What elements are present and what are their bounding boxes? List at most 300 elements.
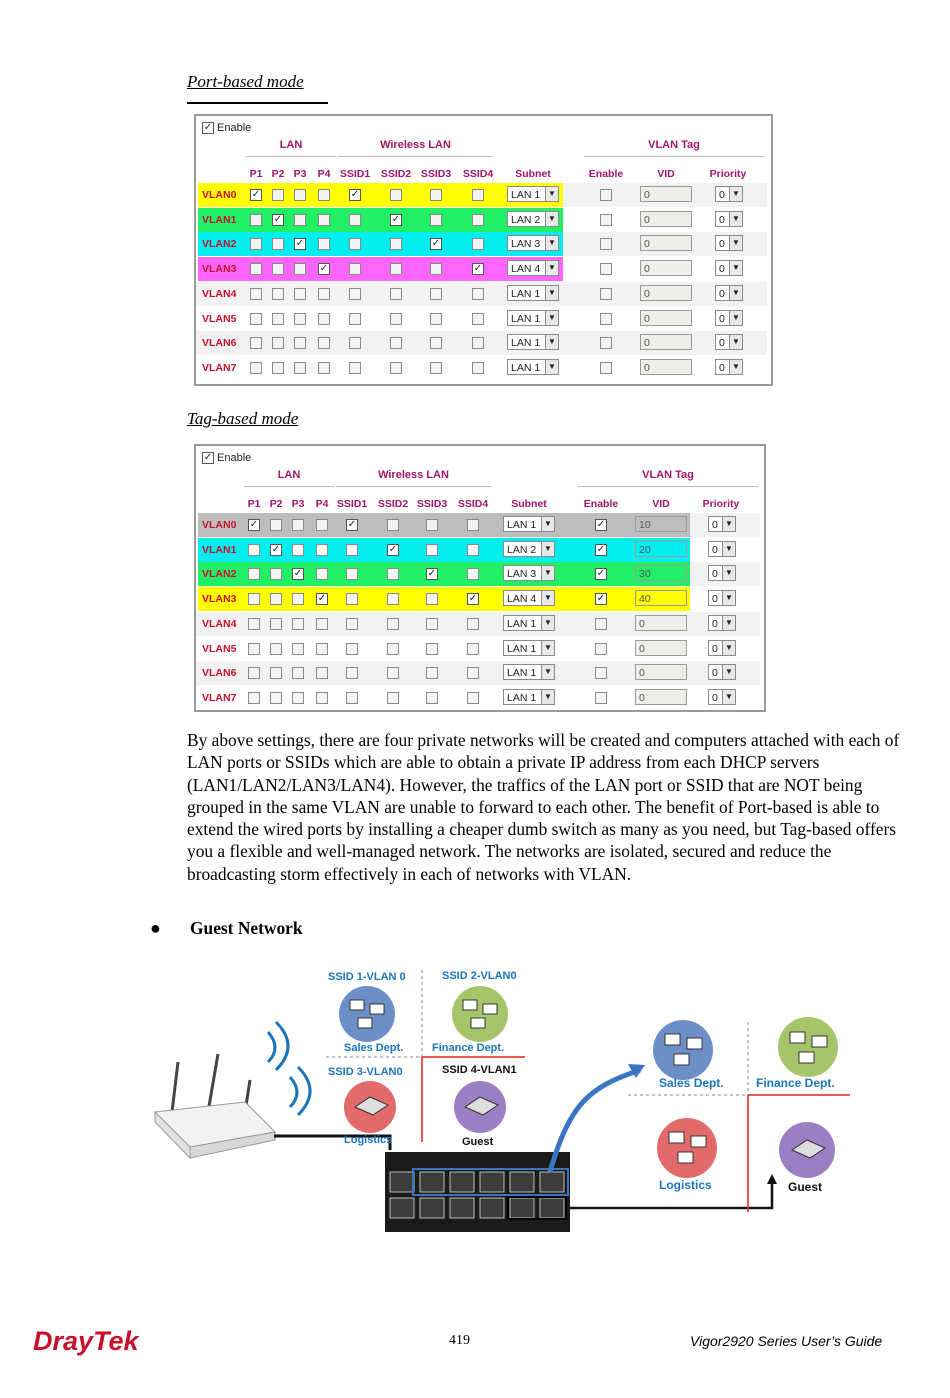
column-header-vid: VID	[652, 498, 670, 510]
checkbox-p1[interactable]	[250, 362, 262, 374]
checkbox-p1[interactable]: ✓	[251, 189, 261, 200]
checkbox-p3[interactable]	[292, 544, 304, 556]
chevron-down-icon: ▼	[545, 187, 558, 201]
checkbox-p4[interactable]	[318, 214, 330, 226]
checkbox-p3[interactable]: ✓	[293, 568, 303, 580]
checkbox-p1[interactable]: ✓	[249, 519, 259, 530]
draytek-logo: DrayTek	[33, 1326, 139, 1356]
checkbox-ssid1[interactable]	[346, 593, 358, 605]
checkbox-p2[interactable]: ✓	[271, 543, 281, 555]
checkbox-ssid3[interactable]	[430, 288, 442, 300]
router-icon	[155, 1054, 275, 1158]
chevron-down-icon: ▼	[541, 690, 554, 704]
chevron-down-icon: ▼	[541, 591, 554, 605]
checkbox-ssid2[interactable]	[387, 692, 399, 704]
vlan-tag-enable-checkbox[interactable]	[600, 214, 612, 226]
vid-input[interactable]: 0	[635, 615, 687, 631]
vlan-tag-enable-checkbox[interactable]: ✓	[596, 568, 606, 580]
chevron-down-icon: ▼	[545, 261, 558, 275]
vlan-tag-enable-checkbox[interactable]	[600, 238, 612, 250]
chevron-down-icon: ▼	[541, 665, 554, 679]
group-lan-header: LAN	[277, 469, 301, 481]
checkbox-p4[interactable]: ✓	[319, 263, 329, 275]
group-divider	[244, 486, 334, 487]
priority-value: 0	[712, 543, 718, 556]
chevron-down-icon: ▼	[722, 591, 735, 605]
priority-select[interactable]	[715, 359, 743, 375]
checkbox-p2[interactable]	[272, 337, 284, 349]
vid-input[interactable]: 0	[640, 285, 692, 301]
subnet-select[interactable]	[507, 235, 559, 251]
checkbox-p3[interactable]	[294, 263, 306, 275]
priority-value: 0	[712, 593, 718, 606]
guest-network-diagram	[150, 962, 850, 1237]
checkbox-ssid4[interactable]: ✓	[468, 593, 478, 605]
vid-input[interactable]: 30	[635, 565, 687, 581]
enable-toggle[interactable]	[202, 452, 251, 464]
column-header-ssid4: SSID4	[462, 168, 494, 180]
checkbox-ssid1[interactable]	[346, 643, 358, 655]
switch-port	[540, 1198, 564, 1218]
page-number: 419	[449, 1333, 470, 1348]
checkbox-ssid2[interactable]	[387, 618, 399, 630]
switch-port	[450, 1172, 474, 1192]
column-header-subnet: Subnet	[515, 168, 551, 180]
vlan-tag-enable-checkbox[interactable]	[600, 263, 612, 275]
chevron-down-icon: ▼	[545, 335, 558, 349]
enable-checkbox[interactable]: ✓	[203, 122, 213, 133]
subnet-select[interactable]	[503, 590, 555, 606]
checkbox-p3[interactable]	[292, 618, 304, 630]
chevron-down-icon: ▼	[722, 566, 735, 580]
checkbox-ssid1[interactable]	[349, 313, 361, 325]
subnet-value: LAN 3	[507, 568, 537, 581]
vlan-tag-enable-checkbox[interactable]	[600, 362, 612, 374]
subnet-select[interactable]	[503, 664, 555, 680]
checkbox-ssid3[interactable]	[430, 337, 442, 349]
checkbox-ssid4[interactable]	[467, 519, 479, 531]
priority-value: 0	[712, 667, 718, 680]
checkbox-ssid2[interactable]: ✓	[388, 543, 398, 555]
checkbox-p1[interactable]	[250, 313, 262, 325]
checkbox-p1[interactable]	[250, 337, 262, 349]
chevron-down-icon: ▼	[722, 690, 735, 704]
checkbox-ssid3[interactable]	[426, 643, 438, 655]
checkbox-ssid1[interactable]	[349, 263, 361, 275]
chevron-down-icon: ▼	[729, 212, 742, 226]
checkbox-p2[interactable]	[270, 519, 282, 531]
checkbox-ssid2[interactable]	[387, 643, 399, 655]
column-header-ssid4: SSID4	[457, 498, 489, 510]
enable-toggle[interactable]	[202, 122, 251, 134]
subnet-select[interactable]	[507, 285, 559, 301]
checkbox-ssid2[interactable]: ✓	[391, 213, 401, 225]
chevron-down-icon: ▼	[541, 641, 554, 655]
vlan-tag-enable-checkbox[interactable]	[600, 288, 612, 300]
checkbox-p2[interactable]	[272, 362, 284, 374]
group-wlan-header: Wireless LAN	[378, 469, 449, 481]
group-wlan-header: Wireless LAN	[380, 139, 451, 151]
vlan-label: VLAN1	[202, 213, 237, 226]
checkbox-ssid1[interactable]	[346, 692, 358, 704]
column-header-priority: Priority	[709, 168, 747, 180]
priority-select[interactable]	[715, 211, 743, 227]
column-header-enable: Enable	[583, 498, 619, 510]
checkbox-p2[interactable]	[272, 263, 284, 275]
priority-select[interactable]	[708, 689, 736, 705]
vlan-tag-enable-checkbox[interactable]: ✓	[596, 543, 606, 555]
vid-input[interactable]: 0	[640, 334, 692, 350]
heading-rule	[187, 102, 328, 104]
subnet-select[interactable]	[507, 359, 559, 375]
checkbox-ssid3[interactable]	[430, 189, 442, 201]
checkbox-ssid4[interactable]	[467, 643, 479, 655]
checkbox-p3[interactable]	[292, 667, 304, 679]
checkbox-p3[interactable]	[294, 214, 306, 226]
checkbox-ssid1[interactable]	[349, 238, 361, 250]
checkbox-ssid2[interactable]	[390, 238, 402, 250]
checkbox-p1[interactable]	[248, 692, 260, 704]
logistics-right-label: Logistics	[659, 1178, 712, 1192]
column-header-ssid3: SSID3	[420, 168, 452, 180]
wifi-waves-icon	[268, 1022, 310, 1115]
sales-right-label: Sales Dept.	[659, 1076, 724, 1090]
checkbox-ssid2[interactable]	[387, 593, 399, 605]
checkbox-ssid4[interactable]	[472, 238, 484, 250]
checkbox-ssid2[interactable]	[390, 263, 402, 275]
checkbox-ssid3[interactable]	[426, 519, 438, 531]
checkbox-ssid2[interactable]	[390, 337, 402, 349]
checkbox-p1[interactable]	[248, 544, 260, 556]
vlan-label: VLAN0	[202, 519, 237, 531]
checkbox-ssid2[interactable]	[390, 189, 402, 201]
checkbox-ssid4[interactable]	[472, 337, 484, 349]
subnet-value: LAN 1	[511, 312, 541, 325]
vlan-label: VLAN2	[202, 238, 237, 251]
group-divider	[336, 486, 491, 487]
checkbox-p1[interactable]	[248, 667, 260, 679]
checkbox-p2[interactable]	[270, 568, 282, 580]
subnet-value: LAN 4	[511, 263, 541, 276]
switch-port	[420, 1172, 444, 1192]
checkbox-p1[interactable]	[248, 643, 260, 655]
subnet-value: LAN 1	[507, 691, 537, 704]
chevron-down-icon: ▼	[722, 517, 735, 531]
checkbox-ssid1[interactable]	[349, 337, 361, 349]
vlan-tag-enable-checkbox[interactable]	[595, 692, 607, 704]
sales-dept-icon	[339, 986, 395, 1042]
checkbox-ssid3[interactable]: ✓	[427, 568, 437, 580]
vid-input[interactable]: 0	[640, 310, 692, 326]
vid-input[interactable]: 0	[635, 689, 687, 705]
vid-input[interactable]: 0	[640, 260, 692, 276]
vid-input[interactable]: 0	[635, 664, 687, 680]
chevron-down-icon: ▼	[545, 311, 558, 325]
checkbox-ssid4[interactable]	[467, 618, 479, 630]
subnet-select[interactable]	[503, 565, 555, 581]
checkbox-ssid4[interactable]	[472, 189, 484, 201]
vlan-tag-enable-checkbox[interactable]: ✓	[596, 593, 606, 605]
priority-select[interactable]	[715, 260, 743, 276]
column-header-subnet: Subnet	[511, 498, 547, 510]
checkbox-p3[interactable]	[294, 362, 306, 374]
checkbox-ssid4[interactable]	[467, 544, 479, 556]
priority-value: 0	[719, 238, 725, 251]
vid-input[interactable]: 0	[635, 640, 687, 656]
checkbox-p2[interactable]	[272, 313, 284, 325]
priority-select[interactable]	[715, 334, 743, 350]
checkbox-ssid3[interactable]	[430, 313, 442, 325]
chevron-down-icon: ▼	[541, 566, 554, 580]
checkbox-ssid1[interactable]: ✓	[350, 189, 360, 200]
priority-select[interactable]	[708, 640, 736, 656]
checkbox-ssid4[interactable]	[467, 667, 479, 679]
vid-input[interactable]: 40	[635, 590, 687, 606]
logistics-right-icon	[657, 1118, 717, 1178]
subnet-value: LAN 1	[511, 189, 541, 201]
checkbox-ssid2[interactable]	[390, 288, 402, 300]
checkbox-p4[interactable]	[316, 643, 328, 655]
checkbox-p4[interactable]	[316, 618, 328, 630]
priority-select[interactable]	[715, 235, 743, 251]
checkbox-ssid3[interactable]	[426, 618, 438, 630]
priority-value: 0	[712, 519, 718, 531]
column-header-p1: P1	[249, 168, 263, 180]
checkbox-ssid1[interactable]	[349, 362, 361, 374]
vlan-tag-enable-checkbox[interactable]	[595, 643, 607, 655]
subnet-select[interactable]	[503, 689, 555, 705]
checkbox-ssid1[interactable]	[349, 214, 361, 226]
chevron-down-icon: ▼	[729, 360, 742, 374]
switch-port	[420, 1198, 444, 1218]
column-header-p1: P1	[247, 498, 261, 510]
chevron-down-icon: ▼	[545, 286, 558, 300]
vid-input[interactable]: 20	[635, 541, 687, 557]
checkbox-p2[interactable]	[270, 618, 282, 630]
checkbox-ssid3[interactable]: ✓	[431, 238, 441, 250]
subnet-select[interactable]	[507, 310, 559, 326]
checkbox-p1[interactable]	[250, 288, 262, 300]
column-header-enable: Enable	[588, 168, 624, 180]
priority-select[interactable]	[715, 310, 743, 326]
guest-right-label: Guest	[788, 1180, 823, 1194]
subnet-value: LAN 1	[511, 361, 541, 374]
checkbox-p3[interactable]	[292, 593, 304, 605]
switch-port	[510, 1198, 534, 1218]
checkbox-ssid3[interactable]	[426, 544, 438, 556]
ssid2-label: SSID 2-VLAN0	[442, 970, 517, 982]
switch-port	[480, 1198, 504, 1218]
column-header-ssid1: SSID1	[339, 168, 371, 180]
checkbox-p4[interactable]	[316, 667, 328, 679]
checkbox-ssid3[interactable]	[426, 667, 438, 679]
checkbox-ssid3[interactable]	[430, 263, 442, 275]
finance-dept-right-icon	[778, 1017, 838, 1077]
checkbox-p1[interactable]	[248, 618, 260, 630]
group-divider	[584, 156, 764, 157]
column-header-ssid3: SSID3	[416, 498, 448, 510]
vid-input[interactable]: 0	[640, 186, 692, 202]
bullet-icon: ●	[150, 918, 161, 938]
priority-value: 0	[719, 337, 725, 350]
checkbox-p2[interactable]	[270, 667, 282, 679]
group-divider	[338, 156, 493, 157]
subnet-value: LAN 2	[507, 543, 537, 556]
checkbox-p3[interactable]	[294, 189, 306, 201]
priority-select[interactable]	[708, 664, 736, 680]
vlan-tag-enable-checkbox[interactable]	[600, 337, 612, 349]
checkbox-ssid1[interactable]	[346, 667, 358, 679]
checkbox-p1[interactable]	[248, 593, 260, 605]
checkbox-ssid4[interactable]	[472, 313, 484, 325]
chevron-down-icon: ▼	[722, 542, 735, 556]
checkbox-p4[interactable]: ✓	[317, 593, 327, 605]
checkbox-p3[interactable]	[294, 337, 306, 349]
priority-select[interactable]	[715, 285, 743, 301]
checkbox-ssid4[interactable]	[472, 362, 484, 374]
subnet-value: LAN 1	[507, 642, 537, 655]
chevron-down-icon: ▼	[545, 360, 558, 374]
chevron-down-icon: ▼	[541, 517, 554, 531]
priority-select[interactable]	[708, 516, 736, 532]
subnet-select[interactable]	[503, 516, 555, 532]
checkbox-p3[interactable]	[292, 643, 304, 655]
vid-input[interactable]: 0	[640, 359, 692, 375]
priority-select[interactable]	[708, 565, 736, 581]
checkbox-p4[interactable]	[318, 189, 330, 201]
checkbox-p4[interactable]	[318, 288, 330, 300]
checkbox-ssid4[interactable]: ✓	[473, 263, 483, 275]
priority-value: 0	[719, 263, 725, 276]
checkbox-p4[interactable]	[318, 362, 330, 374]
checkbox-ssid2[interactable]	[387, 519, 399, 531]
column-header-ssid2: SSID2	[380, 168, 412, 180]
vlan-tag-enable-checkbox[interactable]	[595, 667, 607, 679]
checkbox-p4[interactable]	[318, 238, 330, 250]
vlan-tag-enable-checkbox[interactable]	[595, 618, 607, 630]
vid-input[interactable]: 0	[640, 211, 692, 227]
checkbox-p4[interactable]	[318, 313, 330, 325]
diagram-graphics	[150, 962, 850, 1237]
checkbox-p2[interactable]	[272, 288, 284, 300]
checkbox-p2[interactable]	[270, 593, 282, 605]
checkbox-ssid4[interactable]	[472, 288, 484, 300]
checkbox-p3[interactable]	[294, 288, 306, 300]
checkbox-ssid2[interactable]	[390, 313, 402, 325]
checkbox-ssid3[interactable]	[426, 593, 438, 605]
finance-dept-icon	[452, 986, 508, 1042]
subnet-select[interactable]	[507, 260, 559, 276]
checkbox-ssid1[interactable]	[349, 288, 361, 300]
checkbox-p1[interactable]	[250, 214, 262, 226]
heading-tag-based: Tag-based mode	[187, 409, 299, 428]
group-divider	[578, 486, 758, 487]
checkbox-ssid3[interactable]	[426, 692, 438, 704]
subnet-select[interactable]	[507, 211, 559, 227]
subnet-select[interactable]	[503, 640, 555, 656]
checkbox-ssid2[interactable]	[390, 362, 402, 374]
checkbox-p3[interactable]	[292, 692, 304, 704]
column-header-vid: VID	[657, 168, 675, 180]
group-vlantag-header: VLAN Tag	[642, 469, 694, 481]
chevron-down-icon: ▼	[722, 665, 735, 679]
priority-select[interactable]	[715, 186, 743, 202]
subnet-value: LAN 1	[507, 519, 537, 531]
finance-label: Finance Dept.	[432, 1042, 505, 1054]
enable-label: Enable	[217, 452, 252, 464]
subnet-select[interactable]	[507, 186, 559, 202]
checkbox-p1[interactable]	[248, 568, 260, 580]
enable-checkbox[interactable]: ✓	[203, 452, 213, 463]
checkbox-p1[interactable]	[250, 238, 262, 250]
subnet-select[interactable]	[503, 615, 555, 631]
checkbox-ssid4[interactable]	[467, 568, 479, 580]
enable-label: Enable	[217, 122, 252, 134]
checkbox-ssid4[interactable]	[472, 214, 484, 226]
switch-port	[540, 1172, 564, 1192]
chevron-down-icon: ▼	[729, 286, 742, 300]
checkbox-p3[interactable]	[294, 313, 306, 325]
priority-value: 0	[719, 287, 725, 300]
subnet-select[interactable]	[507, 334, 559, 350]
body-paragraph: By above settings, there are four private networks will be created and computers attached with each of LAN ports or SSIDs which are able to obtain a private IP address from each DHCP servers (LAN1/LAN2/LAN3/LAN4). However, the traffics of the LAN port or SSID that are NOT being grouped in the same VLAN are unable to forward to each other. The benefit of Port-based is able to extend the wired ports by installing a cheaper dumb switch as many as you need, but Tag-based offers you a flexible and well-managed network. The networks are isolated, secured and reduce the broadcasting storm effectively in each of networks with VLAN.	[187, 730, 900, 884]
checkbox-ssid3[interactable]	[430, 362, 442, 374]
priority-select[interactable]	[708, 615, 736, 631]
priority-select[interactable]	[708, 541, 736, 557]
chevron-down-icon: ▼	[545, 236, 558, 250]
checkbox-ssid1[interactable]	[346, 618, 358, 630]
checkbox-p4[interactable]	[316, 519, 328, 531]
checkbox-p4[interactable]	[316, 544, 328, 556]
chevron-down-icon: ▼	[729, 187, 742, 201]
checkbox-p3[interactable]: ✓	[295, 238, 305, 250]
checkbox-p2[interactable]	[272, 189, 284, 201]
checkbox-ssid1[interactable]	[346, 568, 358, 580]
checkbox-p2[interactable]	[270, 643, 282, 655]
checkbox-p3[interactable]	[292, 519, 304, 531]
subnet-value: LAN 1	[511, 287, 541, 300]
checkbox-p2[interactable]	[272, 238, 284, 250]
checkbox-ssid1[interactable]	[346, 544, 358, 556]
priority-select[interactable]	[708, 590, 736, 606]
checkbox-p4[interactable]	[318, 337, 330, 349]
switch-port	[390, 1172, 414, 1192]
checkbox-ssid1[interactable]: ✓	[347, 519, 357, 530]
vid-input[interactable]: 0	[640, 235, 692, 251]
checkbox-p2[interactable]	[270, 692, 282, 704]
checkbox-ssid3[interactable]	[430, 214, 442, 226]
vlan-label: VLAN4	[202, 287, 237, 300]
vlan-label: VLAN0	[202, 189, 237, 201]
checkbox-ssid2[interactable]	[387, 568, 399, 580]
column-header-p2: P2	[269, 498, 283, 510]
checkbox-p4[interactable]	[316, 568, 328, 580]
column-header-ssid1: SSID1	[336, 498, 368, 510]
subnet-select[interactable]	[503, 541, 555, 557]
checkbox-p1[interactable]	[250, 263, 262, 275]
checkbox-p4[interactable]	[316, 692, 328, 704]
finance-right-label: Finance Dept.	[756, 1076, 835, 1090]
checkbox-p2[interactable]: ✓	[273, 213, 283, 225]
vid-input[interactable]: 10	[635, 516, 687, 532]
ssid1-label: SSID 1-VLAN 0	[328, 971, 406, 983]
checkbox-ssid2[interactable]	[387, 667, 399, 679]
vlan-tag-enable-checkbox[interactable]	[600, 313, 612, 325]
checkbox-ssid4[interactable]	[467, 692, 479, 704]
vlan-tag-enable-checkbox[interactable]	[600, 189, 612, 201]
vlan-tag-enable-checkbox[interactable]: ✓	[596, 519, 606, 530]
subnet-value: LAN 2	[511, 213, 541, 226]
